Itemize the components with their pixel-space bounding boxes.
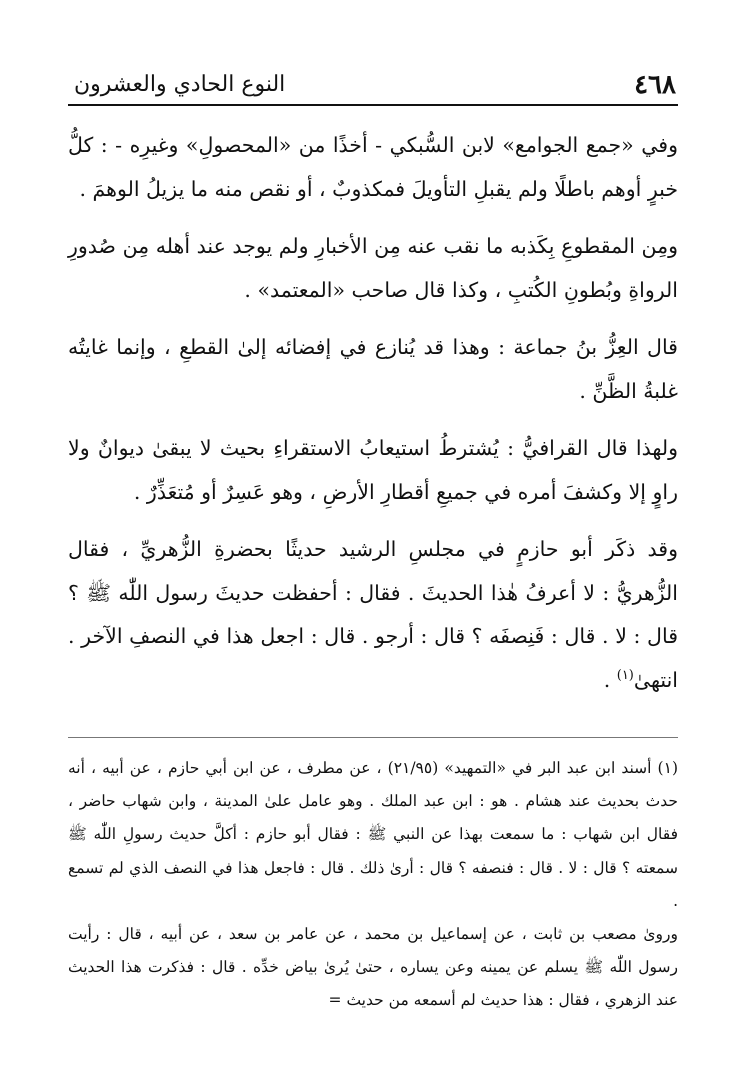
footnote-separator: [68, 737, 678, 738]
footnote-1-continued: وروىٰ مصعب بن ثابت ، عن إسماعيل بن محمد ، عن عامر بن سعد ، عن أبيه ، قال : رأيت رسول اللّٰه ﷺ يسلم عن يمينه وعن يساره ، حتىٰ يُرىٰ بياض خدِّه . قال : فذكرت هذا الحديث عند الزهري ، فقال : هذا حديث لم أسمعه من حديث =: [68, 925, 678, 1010]
footnote-reference[interactable]: (١): [616, 667, 634, 683]
paragraph-5: [68, 528, 678, 702]
paragraph-1: وفي «جمع الجوامع» لابن السُّبكي - أخذًا من «المحصولِ» وغيرِه - : كلُّ خبرٍ أوهم باطلًا ولم يقبلِ التأويلَ فمكذوبٌ ، أو نقص منه ما يزيلُ الوهمَ .: [68, 133, 678, 201]
paragraph-4: ولهذا قال القرافيُّ : يُشترطُ استيعابُ الاستقراءِ بحيث لا يبقىٰ ديوانٌ ولا راوٍ إلا وكشفَ أمره في جميعِ أقطارِ الأرضِ ، وهو عَسِرٌ أو مُتعَذِّرٌ .: [68, 436, 678, 504]
running-title: النوع الحادي والعشرون: [74, 72, 286, 97]
footnote-1: (١) أسند ابن عبد البر في «التمهيد» (٢١/٩٥) ، عن مطرف ، عن ابن أبي حازم ، عن أبيه ، أنه حدث بحديث عند هشام . هو : ابن عبد الملك . وهو عامل علىٰ المدينة ، وابن شهاب حاضر ، فقال ابن شهاب : ما سمعت بهذا عن النبي ﷺ : فقال أبو حازم : أكلَّ حديث رسولِ اللّٰه ﷺ سمعته ؟ قال : لا . قال : فنصفه ؟ قال : أرىٰ ذلك . قال : فاجعل هذا في النصف الذي لم تسمع .: [68, 759, 678, 910]
page-number: ٤٦٨: [634, 70, 676, 100]
header-rule: [68, 104, 678, 106]
paragraph-5-text: وقد ذكَر أبو حازمٍ في مجلسِ الرشيد حديثًا بحضرةِ الزُّهريِّ ، فقال الزُّهريُّ : لا أعرفُ هٰذا الحديثَ . فقال : أحفظت حديثَ رسول اللّٰه ﷺ ؟ قال : لا . قال : فَنِصفَه ؟ قال : أرجو . قال : اجعل هذا في النصفِ الآخر . انتهىٰ: [68, 537, 678, 692]
paragraph-2: ومِن المقطوعِ بِكَذبه ما نقب عنه مِن الأخبارِ ولم يوجد عند أهله مِن صُدورِ الرواةِ وبُطونِ الكُتبِ ، وكذا قال صاحب «المعتمد» .: [68, 234, 678, 302]
paragraph-5-end: .: [603, 667, 617, 692]
main-text: [68, 124, 678, 716]
page-header: [68, 58, 678, 100]
footnotes: [68, 752, 678, 1018]
paragraph-3: قال العِزُّ بنُ جماعة : وهذا قد يُنازع في إفضائه إلىٰ القطعِ ، وإنما غايتُه غلبةُ الظَّنِّ .: [68, 335, 678, 403]
